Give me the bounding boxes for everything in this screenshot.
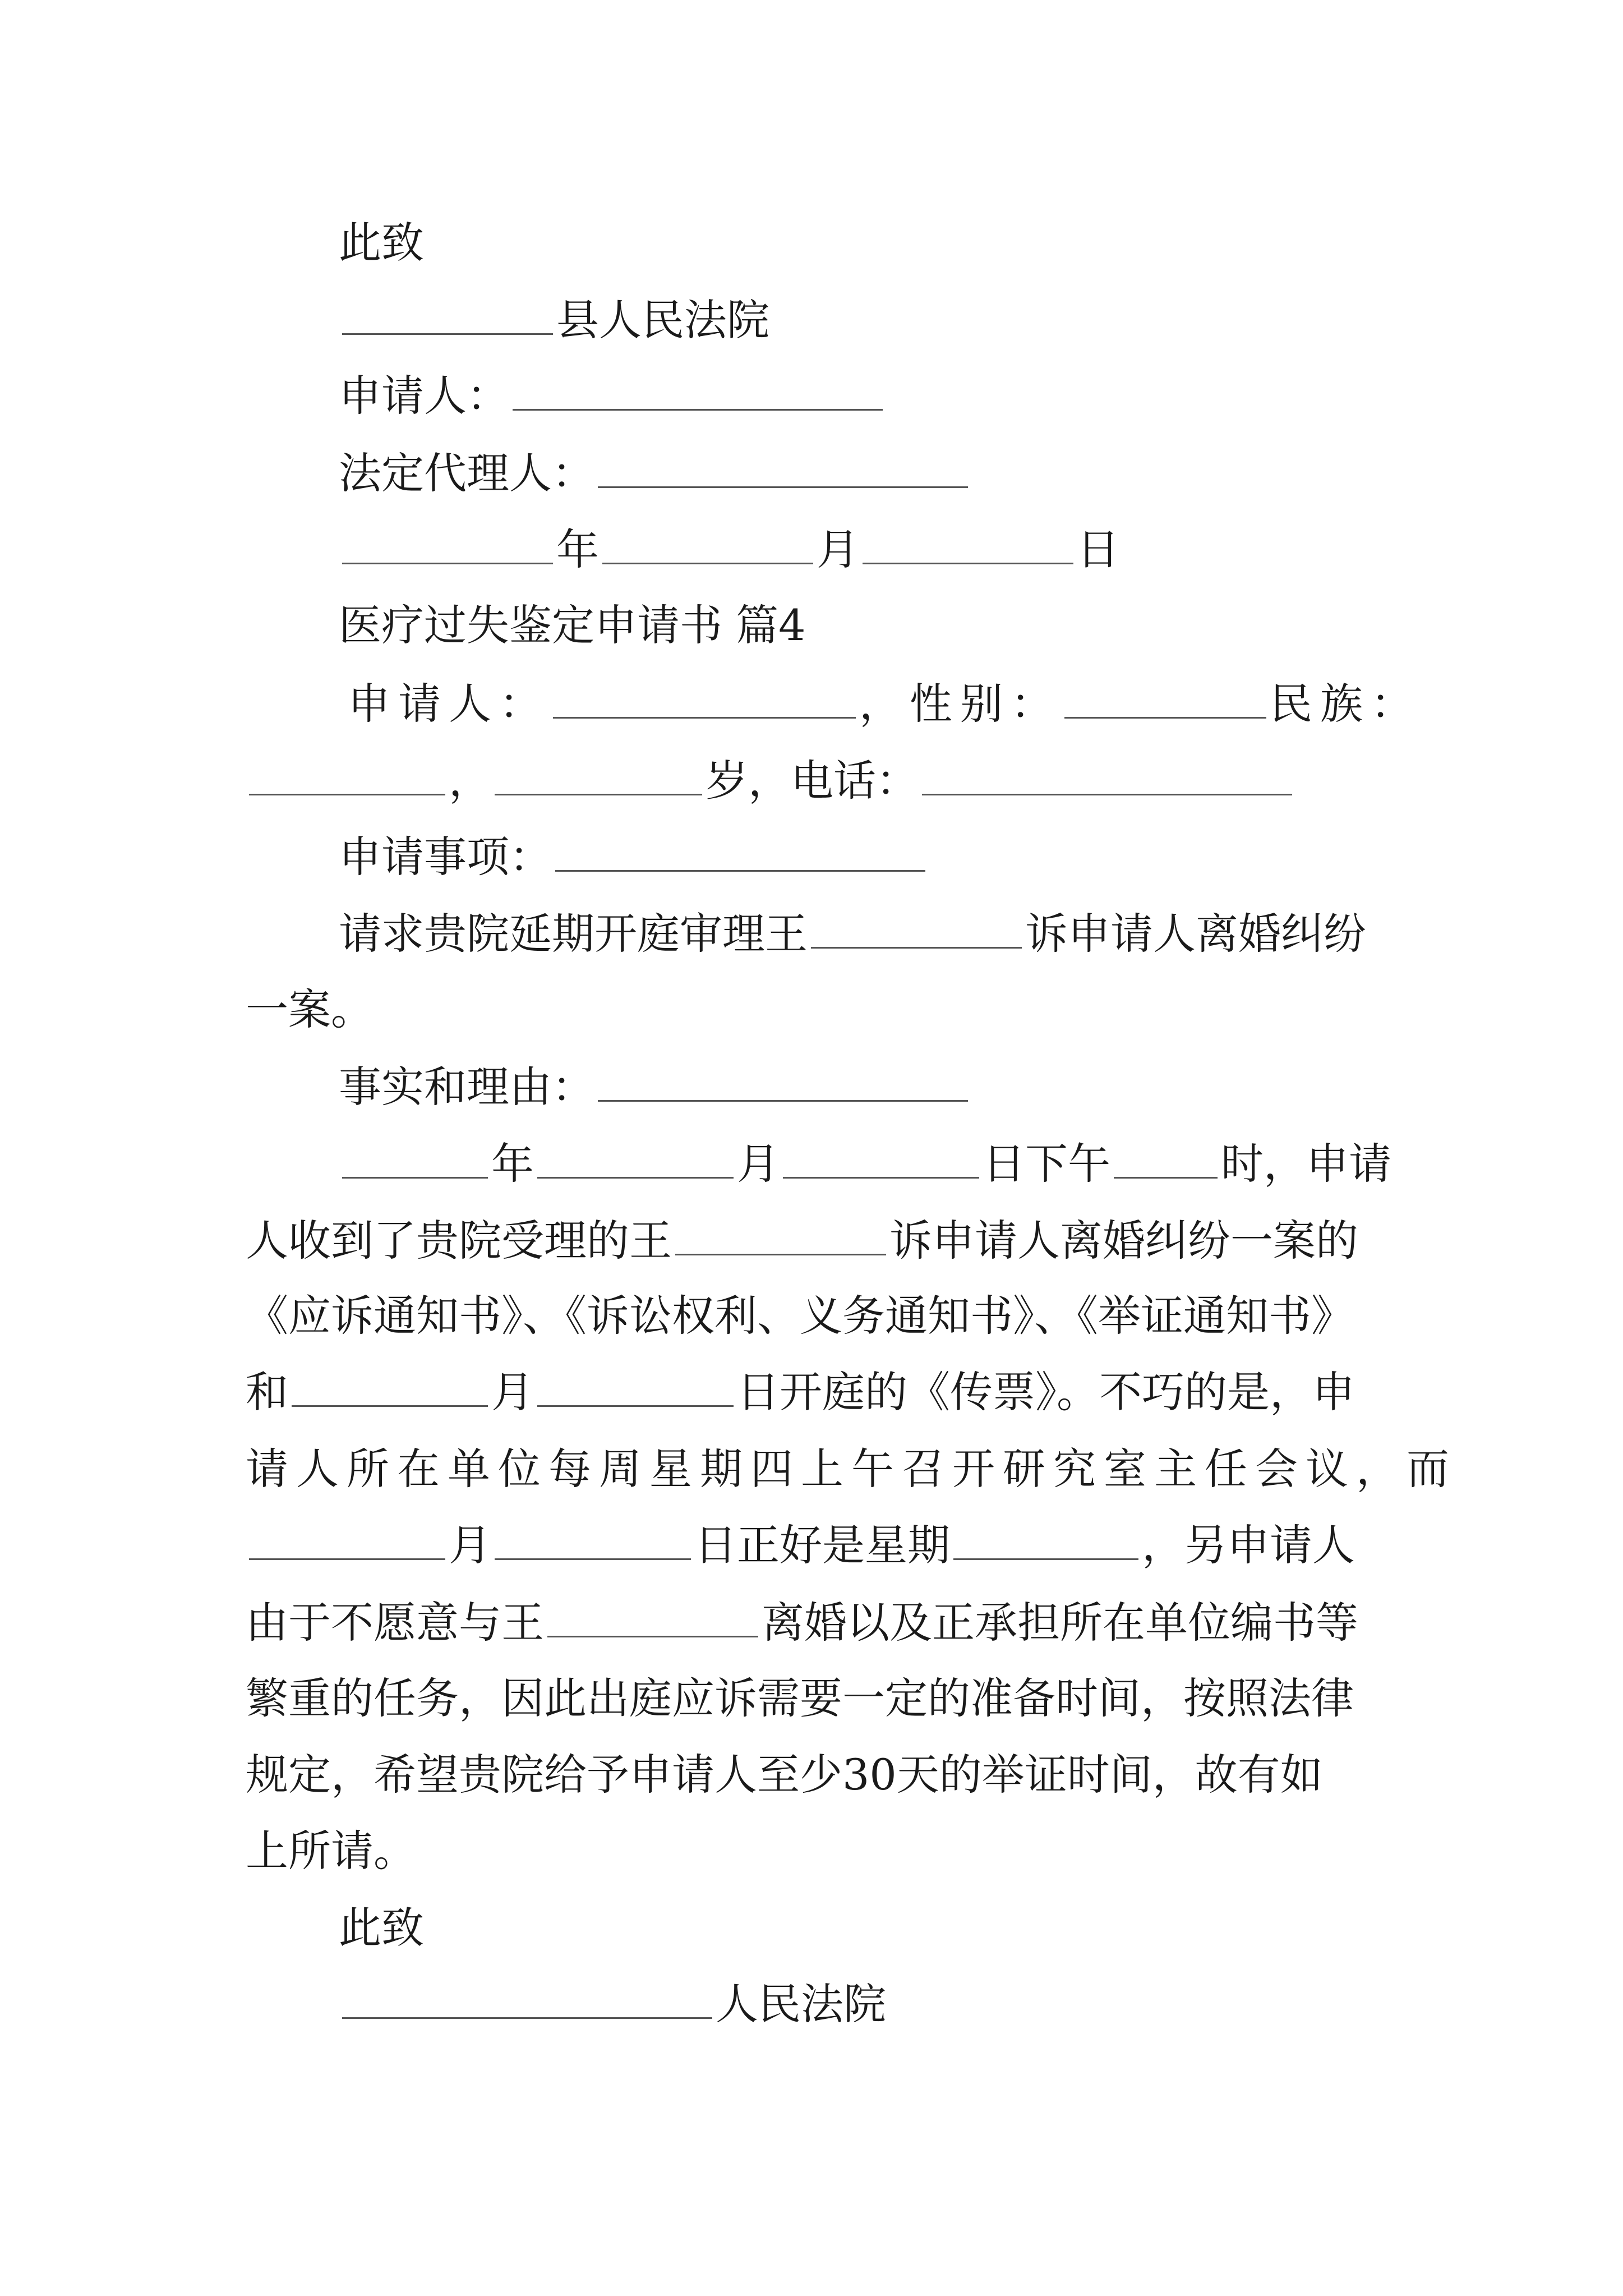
facts-line-10-text: 上所请。 (246, 1826, 416, 1876)
facts-hour-blank[interactable] (1114, 1145, 1218, 1179)
info-age-blank[interactable] (495, 762, 702, 795)
info-applicant-label: 申请人： (348, 679, 550, 729)
closing-court-blank[interactable] (342, 1985, 712, 2019)
info-ethnicity-label: 民族： (1270, 679, 1421, 729)
facts-line-6-c: ，另申请人 (1142, 1520, 1355, 1570)
matter-blank[interactable] (555, 838, 925, 872)
facts-meeting-day-blank[interactable] (495, 1526, 691, 1560)
closing-salutation-text: 此致 (339, 1903, 424, 1953)
court-suffix-text: 县人民法院 (556, 295, 769, 345)
info-gender-blank[interactable] (1064, 685, 1266, 719)
facts-year-blank[interactable] (342, 1145, 488, 1179)
facts-label: 事实和理由： (339, 1062, 594, 1112)
facts-blank[interactable] (598, 1068, 968, 1102)
matter-text-b: 诉申请人离婚纠纷 (1025, 909, 1366, 959)
section-title-text: 医疗过失鉴定申请书 篇4 (339, 600, 806, 650)
facts-line-4-b: 月 (491, 1367, 534, 1417)
facts-line-6-b: 日正好是星期 (694, 1520, 950, 1570)
facts-line-9-text: 规定，希望贵院给予申请人至少30天的举证时间，故有如 (246, 1750, 1323, 1800)
info-line-1 (348, 668, 1421, 740)
facts-line-6 (246, 1509, 1355, 1582)
facts-line-7-a: 由于不愿意与王 (246, 1598, 544, 1648)
matter-text-line-2 (246, 973, 374, 1046)
court-name-blank[interactable] (342, 301, 553, 335)
facts-meeting-month-blank[interactable] (249, 1526, 445, 1560)
agent-name-blank[interactable] (598, 454, 968, 488)
closing-salutation-line (339, 1892, 424, 1964)
facts-line-1 (339, 1128, 1391, 1200)
closing-court-line (339, 1968, 886, 2041)
facts-line-3 (246, 1280, 1354, 1352)
facts-party-blank[interactable] (675, 1222, 886, 1255)
facts-line-1-end: 时，申请 (1221, 1139, 1391, 1189)
matter-label: 申请事项： (339, 832, 552, 882)
matter-party-blank[interactable] (811, 915, 1022, 949)
info-gender-label: ，性别： (859, 679, 1061, 729)
date-line (339, 513, 1119, 586)
facts-line-9 (246, 1738, 1323, 1811)
matter-label-line (339, 821, 929, 894)
facts-spouse-blank[interactable] (547, 1604, 758, 1637)
facts-line-4 (246, 1356, 1355, 1429)
info-age-tel-label: 岁，电话： (706, 756, 919, 806)
facts-hearing-month-blank[interactable] (292, 1373, 488, 1407)
facts-line-8-text: 繁重的任务，因此出庭应诉需要一定的准备时间，按照法律 (246, 1673, 1354, 1723)
agent-line (339, 437, 971, 510)
facts-line-3-text: 《应诉通知书》、《诉讼权利、义务通知书》、《举证通知书》 (246, 1291, 1354, 1341)
facts-line-4-c: 日开庭的《传票》。不巧的是，申 (737, 1367, 1355, 1417)
closing-court-suffix: 人民法院 (716, 1979, 886, 2029)
matter-text-line-1 (339, 898, 1366, 970)
year-blank[interactable] (342, 531, 553, 564)
facts-line-2-b: 诉申请人离婚纠纷一案的 (889, 1216, 1358, 1266)
year-label: 年 (556, 524, 599, 574)
facts-year: 年 (491, 1139, 534, 1189)
matter-text-a: 请求贵院延期开庭审理王 (339, 909, 808, 959)
facts-day-blank[interactable] (783, 1145, 979, 1179)
applicant-signature-line (339, 360, 886, 432)
facts-line-5 (246, 1433, 1457, 1506)
info-line-2 (246, 744, 1295, 817)
info-phone-blank[interactable] (922, 762, 1292, 795)
facts-line-5-text: 请人所在单位每周星期四上午召开研究室主任会议，而 (246, 1444, 1457, 1494)
facts-weekday-blank[interactable] (953, 1526, 1138, 1560)
facts-line-6-a: 月 (449, 1520, 491, 1570)
facts-label-line (339, 1051, 971, 1124)
facts-hearing-day-blank[interactable] (537, 1373, 734, 1407)
applicant-label: 申请人： (339, 371, 509, 421)
facts-line-7 (246, 1586, 1358, 1659)
facts-month-blank[interactable] (537, 1145, 734, 1179)
info-applicant-blank[interactable] (553, 685, 856, 719)
facts-line-10 (246, 1815, 416, 1888)
day-blank[interactable] (863, 531, 1073, 564)
facts-line-2-a: 人收到了贵院受理的王 (246, 1216, 672, 1266)
matter-text-c: 一案。 (246, 984, 374, 1034)
facts-day: 日下午 (983, 1139, 1110, 1189)
court-line (339, 284, 769, 357)
section-title (339, 589, 806, 662)
applicant-name-blank[interactable] (513, 377, 883, 411)
info-comma: ， (449, 756, 491, 806)
facts-line-7-b: 离婚以及正承担所在单位编书等 (762, 1598, 1358, 1648)
facts-line-8 (246, 1662, 1354, 1735)
salutation-line (339, 206, 424, 279)
agent-label: 法定代理人： (339, 448, 594, 498)
facts-line-2 (246, 1204, 1358, 1277)
facts-month: 月 (737, 1139, 780, 1189)
month-label: 月 (817, 524, 859, 574)
month-blank[interactable] (602, 531, 813, 564)
salutation-text: 此致 (339, 218, 424, 268)
info-ethnicity-blank[interactable] (249, 762, 445, 795)
facts-line-4-a: 和 (246, 1367, 288, 1417)
day-label: 日 (1077, 524, 1119, 574)
